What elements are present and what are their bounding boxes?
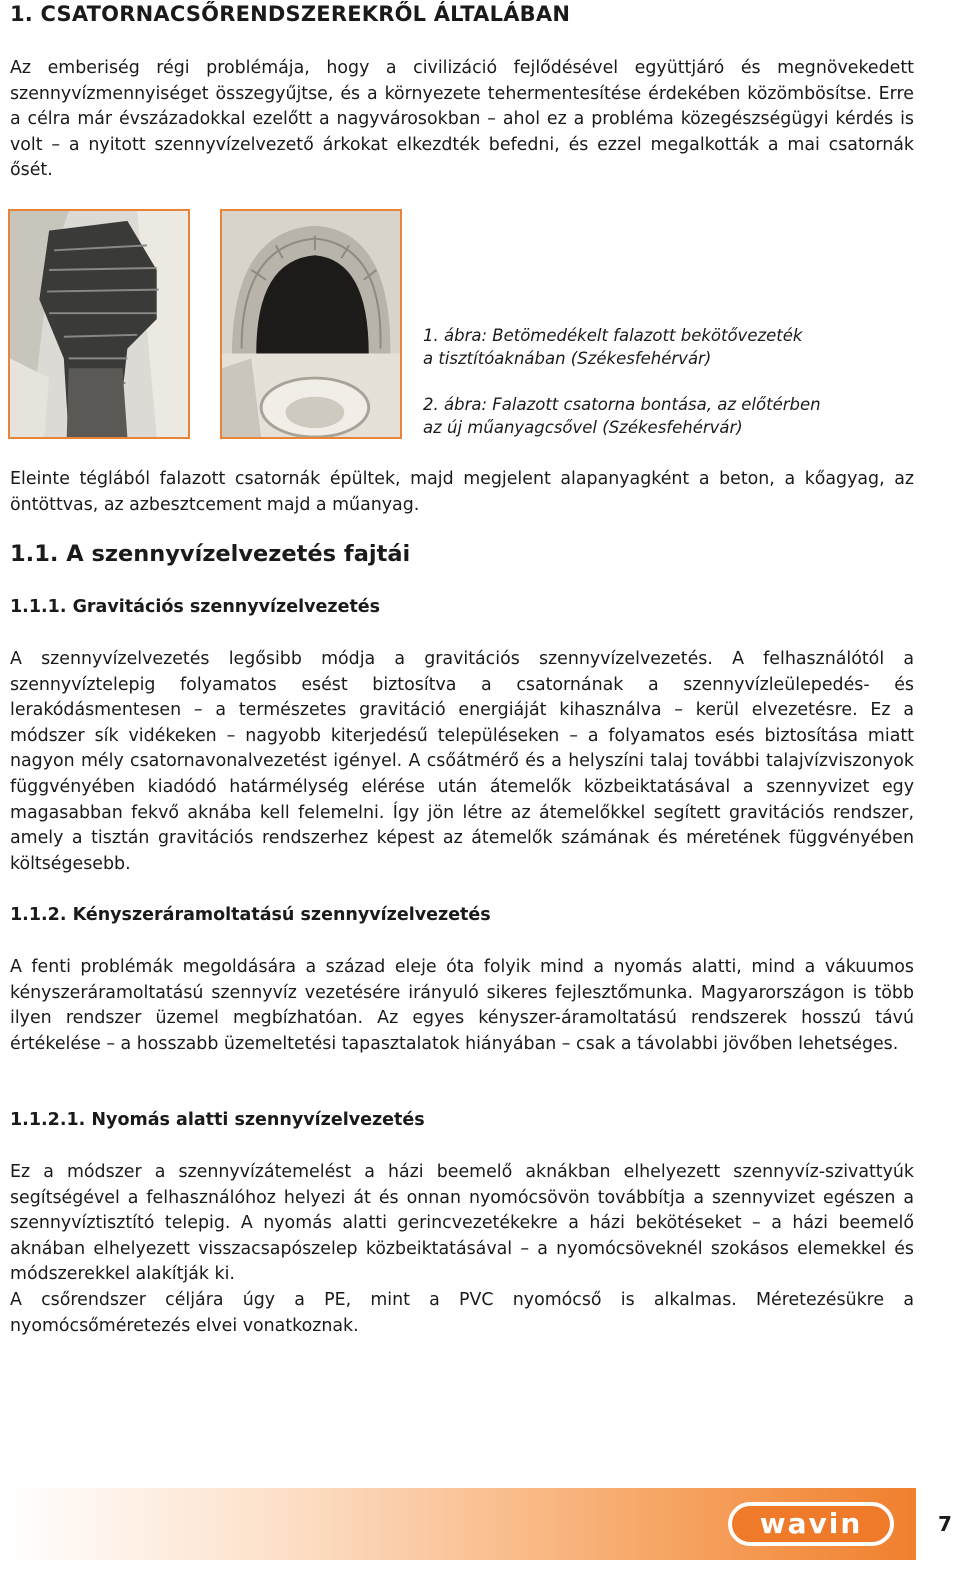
section-1-1-2-text: A fenti problémák megoldására a század eleje óta folyik mind a nyomás alatti, mind a vákuumos kényszeráramoltatású szennyvíz vezetésére irányuló sikeres fejlesztőmunka. Magyarországon is több ilyen rendszer üzemel megbízhatóan. Az egyes kényszer-áramoltatású rendszerek hosszú távú értékelése – a hosszabb üzemeltetési tapasztalatok hiányában – csak a távolabbi jövőben lehetséges. (10, 957, 914, 1054)
intro-paragraph: Az emberiség régi problémája, hogy a civilizáció fejlődésével együttjáró és megnövekedett szennyvízmennyiséget összegyűjtse, és a környezete tehermentesítése érdekében közömbösítse. Erre a célra már évszázadokkal ezelőtt a nagyvárosokban – ahol ez a probléma közegészségügyi kérdés is volt – a nyitott szennyvízelvezető árkokat elkezdték befedni, és ezzel megalkották a mai csatornák ősét. (10, 58, 914, 181)
figure-1-caption-line-1: 1. ábra: Betömedékelt falazott bekötővezeték (423, 326, 803, 345)
figure-2-photo (220, 209, 402, 439)
figure-1-photo (8, 209, 190, 439)
section-1-1-1-text: A szennyvízelvezetés legősibb módja a gravitációs szennyvízelvezetés. A felhasználótól a szennyvíztelepig folyamatos esést biztosítva a csatornának a szennyvízleülepedés- és lerakódásmentesen – a természetes gravitáció energiáját kihasználva – kerül elvezetésre. Ez a módszer sík vidékeken – nagyobb kiterjedésű településeken – a folyamatos esés biztosítása miatt nagyon mély csatornavonalvezetést igényel. A csőátmérő és a helyszíni talaj további talajvízviszonyok függvényében kiadódó határmélység elérése után átemelők közbeiktatásával a szennyvizet egy magasabban fekvő aknába kell felemelni. Így jön létre az átemelőkkel segített gravitációs rendszer, amely a tisztán gravitációs rendszerhez képest az átemelők számának és méretének függvényében költségesebb. (10, 649, 914, 874)
section-1-1-heading: 1.1. A szennyvízelvezetés fajtái (10, 541, 411, 567)
section-1-1-1-heading: 1.1.1. Gravitációs szennyvízelvezetés (10, 597, 381, 617)
section-1-1-2-1-heading: 1.1.2.1. Nyomás alatti szennyvízelvezetés (10, 1110, 425, 1130)
page-number: 7 (938, 1512, 952, 1536)
figure-1-caption (423, 324, 923, 370)
wavin-logo (728, 1502, 894, 1546)
figure-2-caption-line-1: 2. ábra: Falazott csatorna bontása, az előtérben (423, 395, 821, 414)
section-1-1-2-heading: 1.1.2. Kényszeráramoltatású szennyvízelvezetés (10, 905, 491, 925)
page-title: 1. CSATORNACSŐRENDSZEREKRŐL ÁLTALÁBAN (10, 2, 571, 26)
figure-1-caption-line-2: a tisztítóaknában (Székesfehérvár) (423, 349, 712, 368)
figure-2-caption (423, 393, 923, 439)
figure-2-caption-line-2: az új műanyagcsővel (Székesfehérvár) (423, 418, 743, 437)
logo-text: wavin (759, 1507, 863, 1540)
materials-paragraph: Eleinte téglából falazott csatornák épültek, majd megjelent alapanyagként a beton, a kőagyag, az öntöttvas, az azbesztcement majd a műanyag. (10, 469, 914, 515)
section-1-1-2-1-text-1: Ez a módszer a szennyvízátemelést a házi beemelő aknákban elhelyezett szennyvíz-szivattyúk segítségével a felhasználóhoz helyezi át és onnan nyomócsövön továbbítja a szennyvizet egészen a szennyvíztisztító telepig. A nyomás alatti gerincvezetékekre a házi bekötéseket – a házi beemelő aknában elhelyezett visszacsapószelep közbeiktatásával – a nyomócsöveknél szokásos elemekkel és módszerekkel alakítják ki. (10, 1162, 914, 1285)
section-1-1-2-1-text-2: A csőrendszer céljára úgy a PE, mint a PVC nyomócső is alkalmas. Méretezésükre a nyomócsőméretezés elvei vonatkoznak. (10, 1290, 914, 1336)
